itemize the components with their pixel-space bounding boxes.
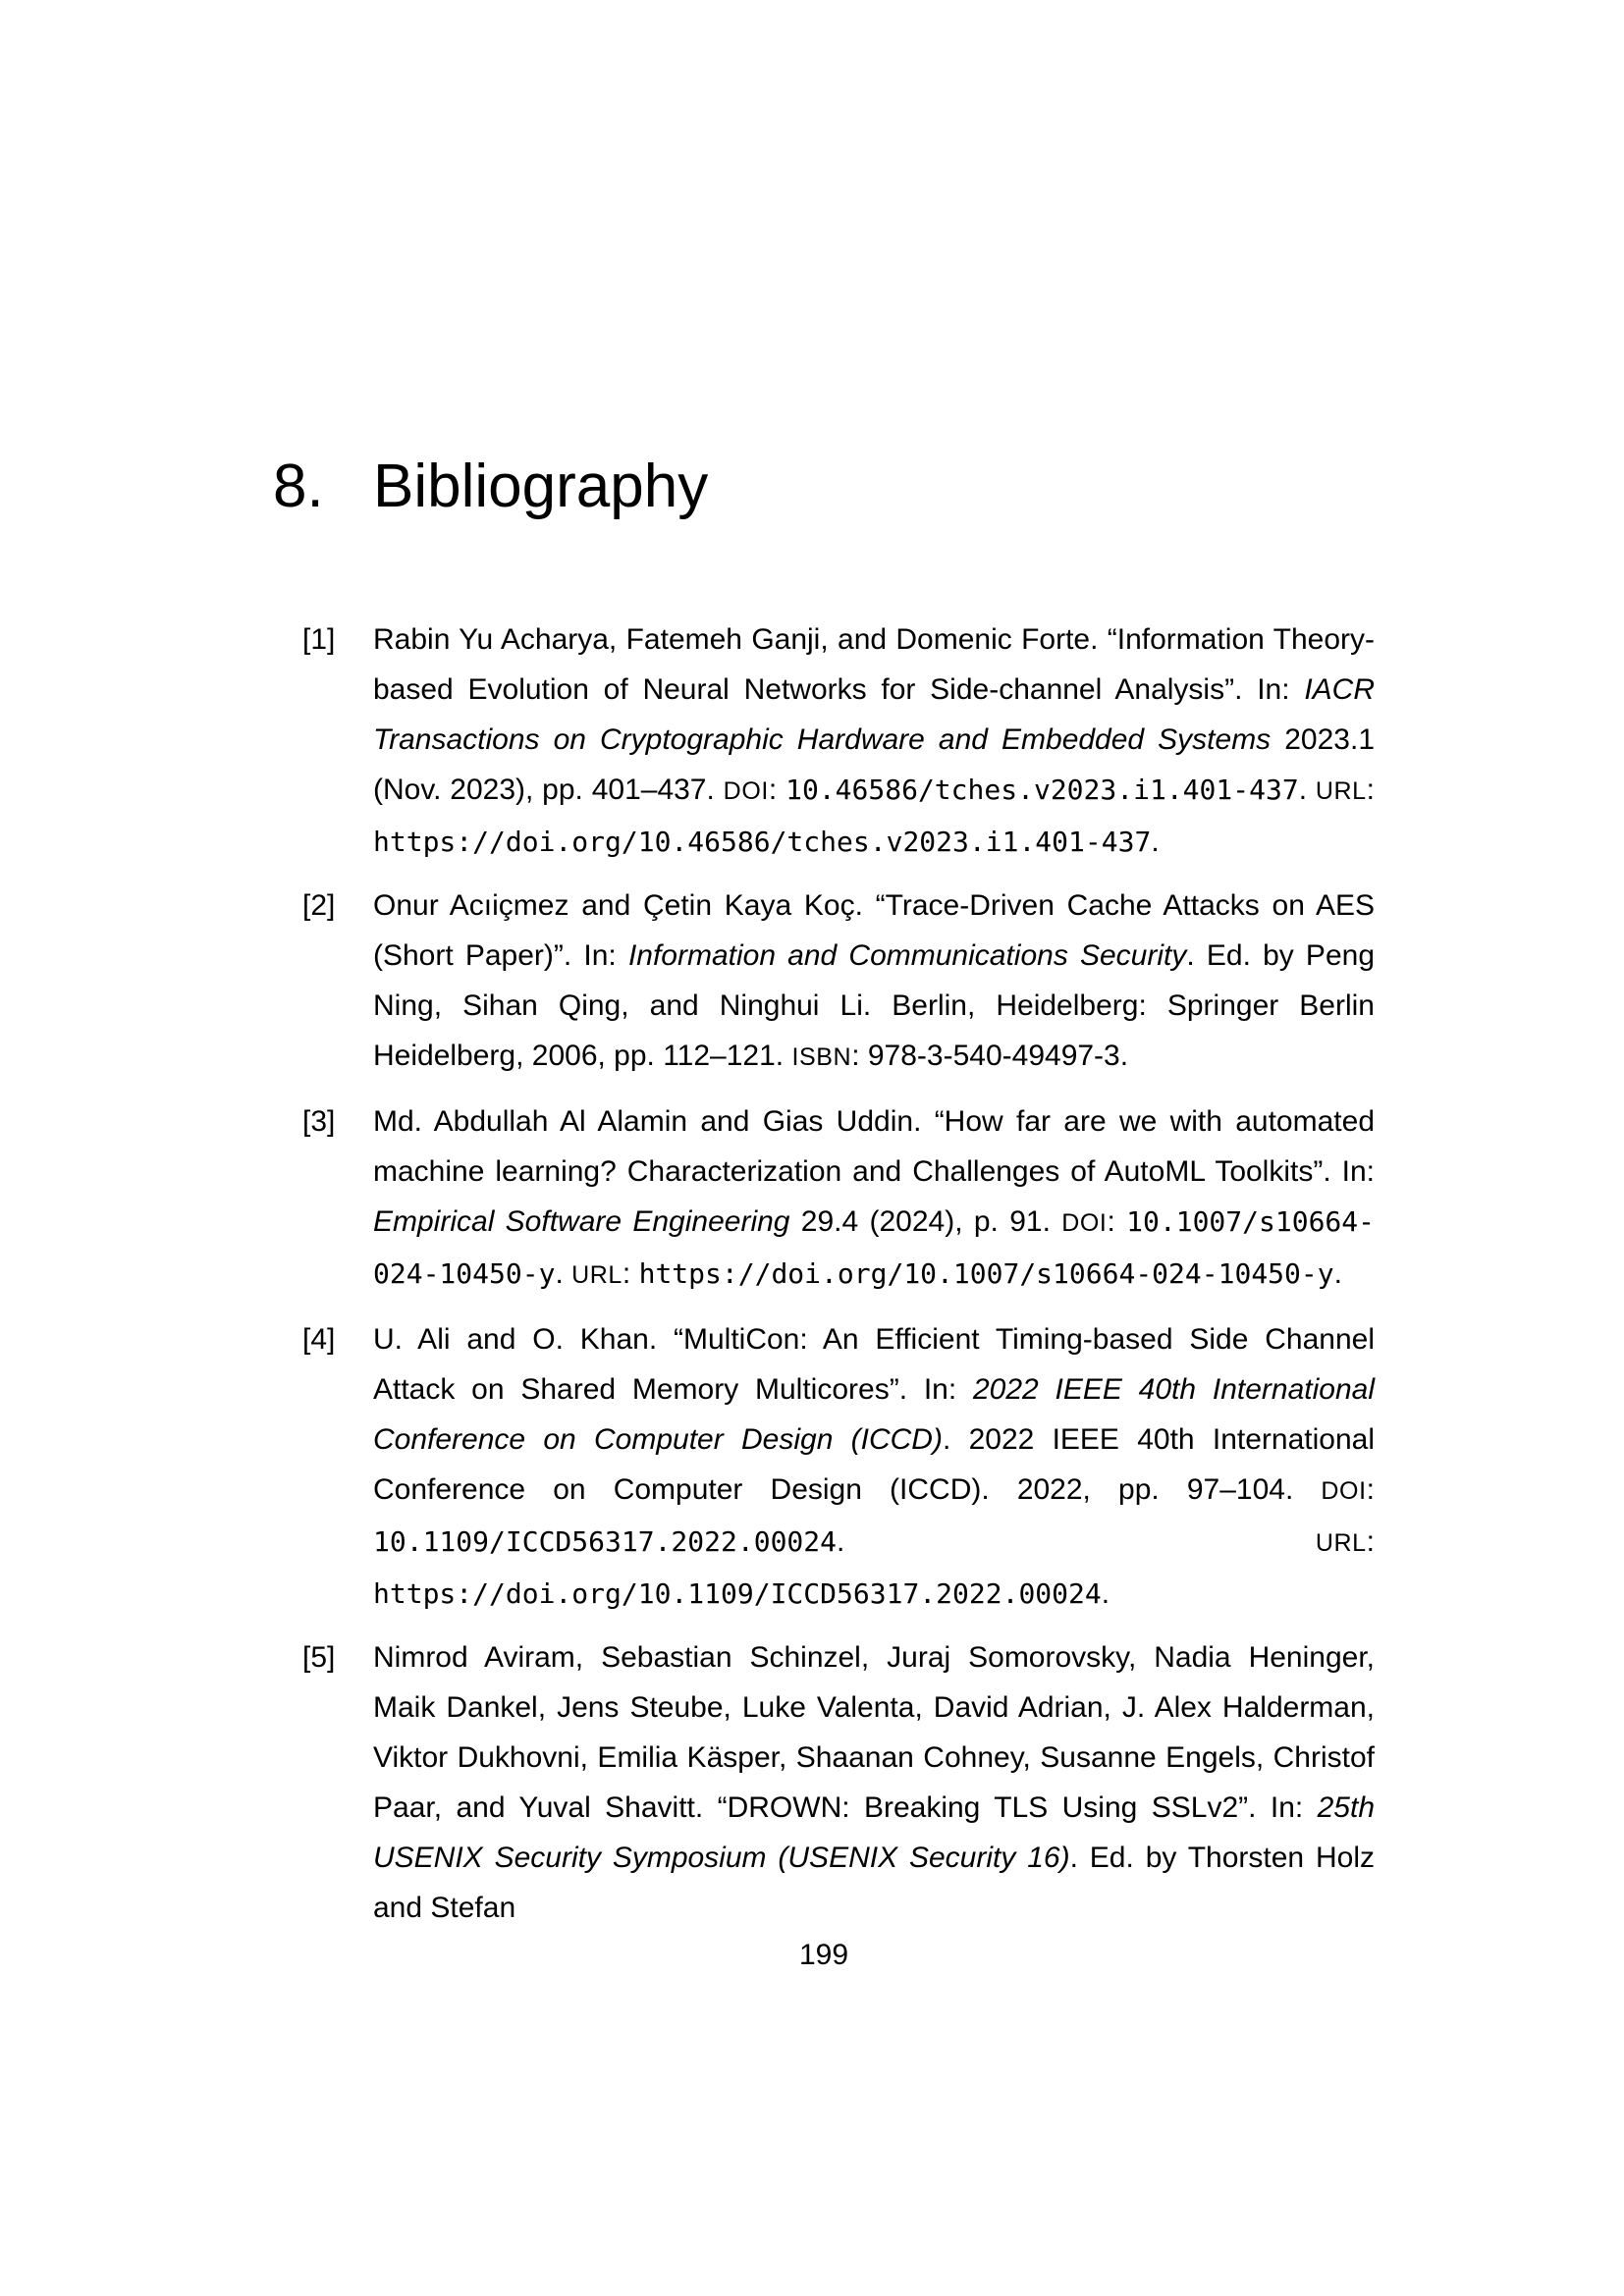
reference-text: Rabin Yu Acharya, Fatemeh Ganji, and Domenic Forte. “Information Theory-based Evolution of Neural Networks for Side-channel Analysis”. In: [373, 623, 1375, 707]
bibliography-entry [302, 1314, 1375, 1619]
entry-text [373, 881, 1375, 1083]
chapter-heading [273, 454, 1375, 520]
reference-text: . Ed. by Peng Ning, Sihan Qing, and Ninghui Li. Berlin, Heidelberg: Springer Berlin Heidelberg, 2006, pp. 112–121. [373, 939, 1375, 1073]
venue-title-italic: 2022 IEEE 40th International Conference on Computer Design (ICCD) [373, 1373, 1375, 1457]
entry-text [373, 1314, 1375, 1619]
entry-label: [2] [302, 889, 336, 923]
doi-url-text: https://doi.org/10.1007/s10664-024-10450-y [638, 1257, 1334, 1291]
field-label-smallcaps: DOI [1061, 1209, 1108, 1238]
reference-text: . [837, 1525, 1316, 1559]
field-label-smallcaps: ISBN [791, 1043, 852, 1072]
bibliography-entry [302, 881, 1375, 1083]
doi-url-text: 10.1109/ICCD56317.2022.00024 [373, 1525, 838, 1559]
bibliography-entry [302, 614, 1375, 867]
reference-text: . [1151, 826, 1160, 859]
reference-text: . [1298, 774, 1316, 807]
bibliography-entry [302, 1096, 1375, 1301]
reference-text: Onur Acıiçmez and Çetin Kaya Koç. “Trace-Driven Cache Attacks on AES (Short Paper)”. In: [373, 889, 1375, 973]
entry-text [373, 1096, 1375, 1301]
field-label-smallcaps: URL [1315, 1529, 1367, 1558]
reference-text: Nimrod Aviram, Sebastian Schinzel, Juraj Somorovsky, Nadia Heninger, Maik Dankel, Jens Steube, Luke Valenta, David Adrian, J. Alex Halderman, Viktor Dukhovni, Emilia Käsper, Shaanan Cohney, Susanne Engels, Christof Paar, and Yuval Shavitt. “DROWN: Breaking TLS Using SSLv2”. In: [373, 1641, 1375, 1825]
entry-label: [5] [302, 1641, 336, 1675]
reference-text: Md. Abdullah Al Alamin and Gias Uddin. “How far are we with automated machine learning? Characterization and Challenges of AutoML Toolkits”. In: [373, 1105, 1375, 1189]
reference-text: : [622, 1257, 639, 1291]
field-label-smallcaps: URL [571, 1261, 623, 1290]
page-content [273, 454, 1375, 1947]
entry-label: [1] [302, 623, 336, 657]
reference-text: : 978-3-540-49497-3. [851, 1040, 1129, 1073]
doi-url-text: https://doi.org/10.46586/tches.v2023.i1.401-437 [373, 826, 1152, 859]
doi-url-text: 10.46586/tches.v2023.i1.401-437 [785, 774, 1299, 807]
chapter-number: 8. [273, 453, 324, 520]
reference-text: . 2022 IEEE 40th International Conference on Computer Design (ICCD). 2022, pp. 97–104. [373, 1423, 1375, 1507]
venue-title-italic: Information and Communications Security [627, 939, 1187, 973]
bibliography-list [302, 614, 1375, 1933]
reference-text: . [1333, 1257, 1342, 1291]
reference-text: : [768, 774, 786, 807]
venue-title-italic: 25th USENIX Security Symposium (USENIX Security 16) [373, 1791, 1375, 1875]
reference-text: 29.4 (2024), p. 91. [789, 1205, 1062, 1239]
chapter-title-text: Bibliography [373, 453, 709, 520]
bibliography-entry [302, 1632, 1375, 1933]
reference-text: 2023.1 (Nov. 2023), pp. 401–437. [373, 723, 1375, 807]
venue-title-italic: Empirical Software Engineering [373, 1205, 790, 1239]
reference-text: . [1101, 1577, 1110, 1611]
field-label-smallcaps: DOI [1321, 1477, 1367, 1506]
entry-text [373, 614, 1375, 867]
reference-text: : [1107, 1205, 1127, 1239]
field-label-smallcaps: URL [1315, 777, 1367, 806]
doi-url-text: https://doi.org/10.1109/ICCD56317.2022.00024 [373, 1577, 1102, 1611]
doi-url-text: 10.1007/s10664-024-10450-y [373, 1205, 1376, 1291]
entry-label: [3] [302, 1105, 336, 1139]
reference-text: . Ed. by Thorsten Holz and Stefan [373, 1842, 1375, 1925]
field-label-smallcaps: DOI [723, 777, 769, 806]
reference-text: : [1366, 774, 1376, 807]
entry-text [373, 1632, 1375, 1933]
entry-label: [4] [302, 1323, 336, 1357]
reference-text: U. Ali and O. Khan. “MultiCon: An Efficient Timing-based Side Channel Attack on Shared Memory Multicores”. In: [373, 1323, 1375, 1407]
reference-text: . [555, 1257, 572, 1291]
reference-text: : [1366, 1525, 1375, 1559]
reference-text: : [1366, 1473, 1375, 1507]
venue-title-italic: IACR Transactions on Cryptographic Hardware and Embedded Systems [373, 673, 1375, 757]
page-number: 199 [798, 1939, 849, 1971]
